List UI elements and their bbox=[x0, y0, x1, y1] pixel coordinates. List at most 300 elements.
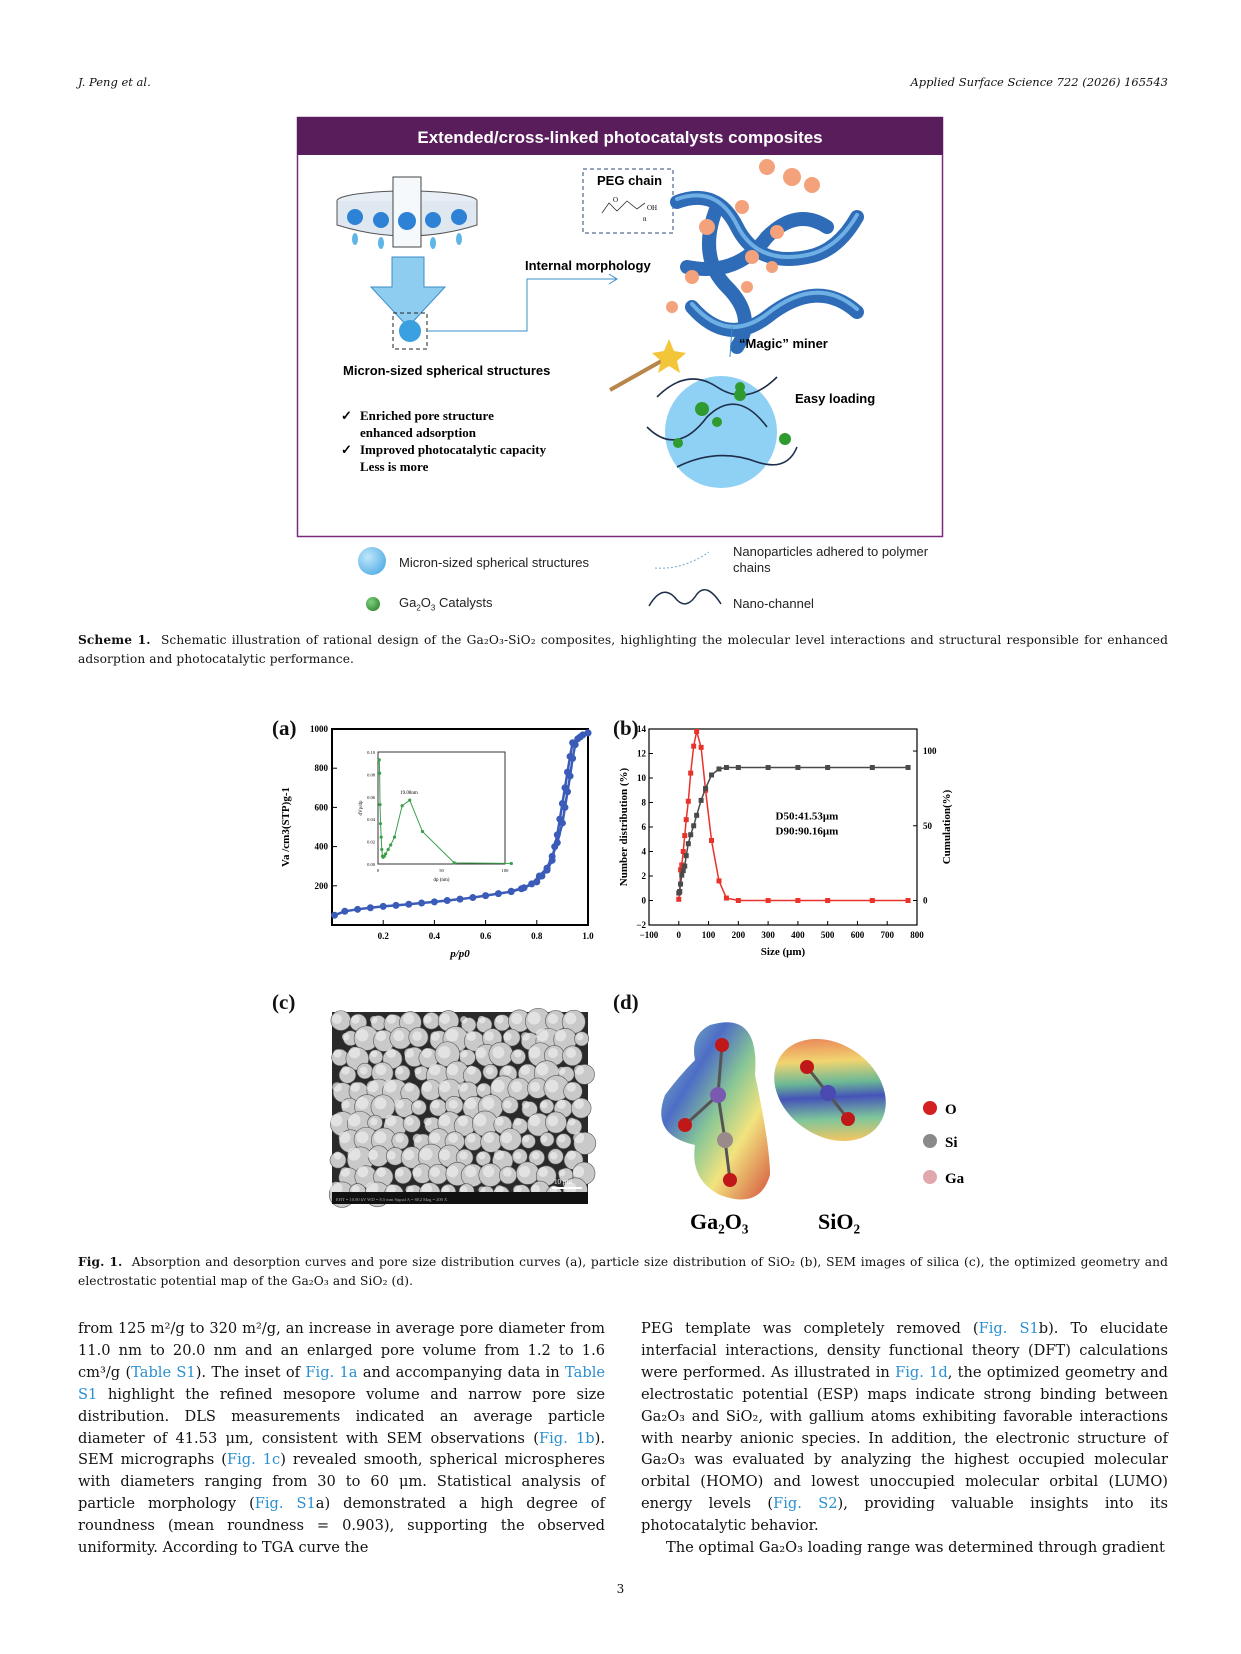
inset-point bbox=[378, 803, 381, 806]
body-text: ). SEM micrographs ( bbox=[78, 1429, 605, 1469]
sem-particle-highlight bbox=[342, 1033, 349, 1040]
sem-footer: EHT = 10.00 kV WD = 8.5 mm Signal A = SE2 Mag = 200 X bbox=[336, 1197, 448, 1202]
sem-particle-highlight bbox=[386, 1014, 395, 1023]
cross-reference-link[interactable]: Fig. S2 bbox=[773, 1495, 838, 1513]
sem-particle-highlight bbox=[528, 1046, 540, 1058]
sem-image bbox=[332, 1012, 588, 1204]
series-point-right bbox=[684, 853, 689, 858]
inset-point bbox=[408, 799, 411, 802]
inset-point bbox=[379, 822, 382, 825]
body-text: a) demonstrated a high degree of roundness (mean roundness = 0.903), supporting the observed uniformity. According to TGA curve the bbox=[78, 1495, 605, 1557]
sem-particle-highlight bbox=[395, 1134, 403, 1142]
svg-text:Ga: Ga bbox=[945, 1171, 965, 1187]
series-point-right bbox=[678, 882, 683, 887]
x-tick-label: 700 bbox=[880, 930, 894, 940]
sem-particle-highlight bbox=[492, 1046, 504, 1058]
sem-particle-highlight bbox=[540, 1135, 547, 1142]
inset-point bbox=[421, 830, 424, 833]
sem-particle-highlight bbox=[503, 1168, 512, 1177]
body-text: ) revealed smooth, spherical microspheres with diameters ranging from 30 to 60 μm. Statistical analysis of particle morphology ( bbox=[78, 1451, 606, 1513]
ga2o3-label: Ga₂O₃ bbox=[690, 1209, 749, 1234]
body-text: from 125 m²/g to 320 m²/g, an increase in average pore diameter from 11.0 nm to 20.0 nm and an enlarged pore volume from 1.2 to 1.6 cm³/g ( bbox=[78, 1320, 605, 1381]
sem-particle-highlight bbox=[503, 1100, 511, 1108]
sem-particle-highlight bbox=[573, 1166, 584, 1177]
sem-particle-highlight bbox=[483, 1166, 495, 1178]
sem-particle-highlight bbox=[446, 1029, 459, 1042]
sem-particle-highlight bbox=[522, 1101, 530, 1109]
desorption-point bbox=[567, 753, 574, 760]
sem-particle-highlight bbox=[529, 1115, 540, 1126]
sem-particle-highlight bbox=[568, 1118, 576, 1126]
adsorption-point bbox=[354, 906, 361, 913]
sem-particle-highlight bbox=[522, 1135, 529, 1142]
sem-particle-highlight bbox=[403, 1013, 414, 1024]
adsorption-point bbox=[469, 894, 476, 901]
inset-point bbox=[378, 758, 381, 761]
y-tick-label: 8 bbox=[641, 797, 646, 808]
sem-particle-highlight bbox=[566, 1150, 575, 1159]
desorption-point bbox=[564, 769, 571, 776]
x-tick-label: 400 bbox=[791, 930, 805, 940]
sem-particle-highlight bbox=[404, 1082, 414, 1092]
sem-particle-highlight bbox=[340, 1167, 350, 1177]
sem-particle-highlight bbox=[384, 1080, 397, 1093]
inset-point bbox=[401, 804, 404, 807]
y-tick-label: 600 bbox=[314, 802, 328, 813]
sem-particle-highlight bbox=[573, 1132, 584, 1143]
sem-particle-highlight bbox=[448, 1133, 458, 1143]
sem-particle-highlight bbox=[439, 1115, 451, 1127]
sem-particle-highlight bbox=[467, 1066, 476, 1075]
desorption-point bbox=[508, 888, 515, 895]
x-tick-label: −100 bbox=[639, 930, 659, 940]
x-tick-label: 500 bbox=[820, 930, 835, 940]
series-point-right bbox=[736, 765, 741, 770]
series-point-left bbox=[825, 898, 830, 903]
scheme-caption: Scheme 1. Schematic illustration of rational design of the Ga₂O₃-SiO₂ composites, highlighting the molecular level interactions and structural responsible for enhanced adsorption and photocatalytic performance. bbox=[78, 633, 1168, 666]
series-point-right bbox=[825, 765, 830, 770]
y-tick-label: 1000 bbox=[310, 724, 328, 734]
sem-particle-highlight bbox=[558, 1169, 565, 1176]
series-point-right bbox=[716, 766, 721, 771]
sem-particle-highlight bbox=[376, 1031, 387, 1042]
inset-x-tick-label: 50 bbox=[439, 868, 444, 873]
microsphere-icon bbox=[399, 320, 421, 342]
cross-reference-link[interactable]: Fig. 1a bbox=[305, 1363, 358, 1381]
series-point-left bbox=[736, 898, 741, 903]
sem-particle-highlight bbox=[350, 1082, 359, 1091]
sem-particle-highlight bbox=[412, 1031, 422, 1041]
legend-sphere-label: Micron-sized spherical structures bbox=[399, 555, 590, 570]
y-tick-label: 800 bbox=[314, 763, 328, 774]
series-point-right bbox=[694, 813, 699, 818]
esp-maps bbox=[650, 1015, 990, 1234]
body-column-right bbox=[641, 1318, 1168, 1559]
series-point-left bbox=[716, 878, 721, 883]
series-point-right bbox=[870, 765, 875, 770]
sem-particle-highlight bbox=[341, 1100, 349, 1108]
sem-particle-highlight bbox=[467, 1134, 476, 1143]
bullet-1-line1: Enriched pore structure bbox=[360, 408, 494, 423]
sem-particle-highlight bbox=[565, 1013, 577, 1025]
sem-particle-highlight bbox=[557, 1100, 566, 1109]
inset-y-tick-label: 0.06 bbox=[367, 794, 375, 800]
sem-particle-highlight bbox=[396, 1067, 404, 1075]
adsorption-point bbox=[457, 896, 464, 903]
sem-particle-highlight bbox=[465, 1166, 476, 1177]
sio2-label: SiO₂ bbox=[818, 1209, 861, 1234]
sem-particle-highlight bbox=[501, 1132, 512, 1143]
sem-particle-highlight bbox=[370, 1118, 378, 1126]
running-header-journal: Applied Surface Science 722 (2026) 165543 bbox=[910, 75, 1168, 89]
series-point-right bbox=[682, 864, 687, 869]
x-axis-label: p/p0 bbox=[450, 948, 470, 960]
desorption-point bbox=[549, 857, 556, 864]
legend-catalyst-label: $Ga_2O_3$ Catalysts bbox=[399, 595, 493, 613]
legend-catalyst-icon bbox=[366, 597, 380, 611]
sem-particle-highlight bbox=[558, 1135, 566, 1143]
series-point-left bbox=[906, 898, 911, 903]
sem-particle-highlight bbox=[503, 1032, 511, 1040]
x-axis-label: Size (μm) bbox=[760, 946, 806, 958]
sem-particle-highlight bbox=[514, 1118, 522, 1126]
x-tick-label: 200 bbox=[731, 930, 746, 940]
scheme-1 bbox=[297, 117, 943, 537]
sem-particle-highlight bbox=[484, 1133, 494, 1143]
sem-particle-highlight bbox=[348, 1114, 361, 1127]
sem-particle-highlight bbox=[511, 1013, 522, 1024]
desorption-point bbox=[533, 878, 540, 885]
series-point-left bbox=[694, 729, 699, 734]
micron-structures-label: Micron-sized spherical structures bbox=[343, 363, 551, 378]
series-point-right bbox=[703, 786, 708, 791]
atom-si-icon bbox=[923, 1134, 937, 1148]
sem-particle-highlight bbox=[532, 1152, 540, 1160]
series-point-right bbox=[709, 772, 714, 777]
magic-miner-label: “Magic” miner bbox=[739, 336, 828, 351]
adsorption-point bbox=[418, 900, 425, 907]
cross-reference-link[interactable]: Table S1 bbox=[78, 1363, 605, 1403]
series-point-right bbox=[677, 889, 682, 894]
sem-particle-highlight bbox=[394, 1099, 404, 1109]
panel-label-a: (a) bbox=[272, 716, 297, 740]
sem-particle-highlight bbox=[339, 1132, 351, 1144]
sem-particle-highlight bbox=[478, 1016, 486, 1024]
sem-particle-highlight bbox=[348, 1148, 361, 1161]
sem-particle-highlight bbox=[550, 1152, 558, 1160]
desorption-line bbox=[511, 733, 588, 891]
y-tick-label: 2 bbox=[641, 871, 646, 881]
series-point-left bbox=[676, 897, 681, 902]
sem-particle-highlight bbox=[558, 1067, 566, 1075]
sem-particle-highlight bbox=[374, 1131, 386, 1143]
adsorption-point bbox=[367, 904, 374, 911]
x-tick-label: 0 bbox=[676, 930, 682, 940]
panel-label-d: (d) bbox=[613, 990, 639, 1014]
sem-particle-highlight bbox=[520, 1065, 530, 1075]
legend-nanoparticles-label: Nanoparticles adhered to polymer chains bbox=[733, 544, 929, 575]
svg-text:Si: Si bbox=[945, 1135, 958, 1151]
sem-particle-highlight bbox=[536, 1063, 548, 1075]
inset-y-tick-label: 0.10 bbox=[367, 750, 375, 755]
y-tick-label: 200 bbox=[314, 880, 328, 891]
x-tick-label: 0.6 bbox=[479, 931, 492, 941]
sem-particle-highlight bbox=[376, 1167, 386, 1177]
series-point-left bbox=[691, 744, 696, 749]
cross-reference-link[interactable]: Fig. 1c bbox=[226, 1451, 281, 1469]
sem-particle-highlight bbox=[495, 1015, 503, 1023]
body-text: and accompanying data in bbox=[357, 1363, 566, 1381]
series-point-left bbox=[709, 838, 714, 843]
sem-particle-highlight bbox=[360, 1067, 368, 1075]
peg-chain-label: PEG chain bbox=[597, 173, 663, 188]
chart-b-size-distribution bbox=[620, 718, 960, 978]
body-text: b). To elucidate interfacial interactions, density functional theory (DFT) calculations were performed. As illustrated in bbox=[641, 1320, 1168, 1381]
sem-particle-highlight bbox=[482, 1097, 494, 1109]
inset-point bbox=[387, 848, 390, 851]
chart-a-isotherm bbox=[275, 718, 595, 978]
sem-particle-highlight bbox=[548, 1048, 558, 1058]
body-text: , the optimized geometry and electrostatic potential (ESP) maps indicate strong binding between Ga₂O₃ and SiO₂, with gallium atoms exhibiting favorable interactions with nearby anionic species. In addition, the electronic structure of Ga₂O₃ was evaluated by analyzing the highest occupied molecular orbital (HOMO) and lowest unoccupied molecular orbital (LUMO) energy levels ( bbox=[641, 1363, 1168, 1513]
sem-particle-highlight bbox=[438, 1046, 450, 1058]
sem-particle-highlight bbox=[439, 1149, 450, 1160]
series-point-right bbox=[686, 841, 691, 846]
inset-y-label: dVp/dp bbox=[359, 800, 364, 816]
inset-y-tick-label: 0.04 bbox=[367, 817, 375, 823]
panel-label-b: (b) bbox=[613, 716, 639, 740]
x-tick-label: 0.2 bbox=[377, 931, 389, 941]
running-header-authors: J. Peng et al. bbox=[78, 75, 151, 89]
inset-x-label: dp (nm) bbox=[433, 878, 450, 883]
sem-particle-highlight bbox=[403, 1149, 414, 1160]
desorption-point bbox=[554, 831, 561, 838]
inset-y-tick-label: 0.00 bbox=[367, 862, 375, 867]
y-tick-label: 6 bbox=[641, 822, 646, 832]
sem-particle-highlight bbox=[439, 1081, 451, 1093]
series-point-right bbox=[691, 823, 696, 828]
series-point-right bbox=[724, 765, 729, 770]
adsorption-point bbox=[393, 902, 400, 909]
series-point-left bbox=[766, 898, 771, 903]
sem-particle-highlight bbox=[385, 1115, 396, 1126]
x-tick-label: 0.8 bbox=[531, 931, 543, 941]
sem-particle-highlight bbox=[547, 1115, 558, 1126]
sem-particle-highlight bbox=[465, 1098, 476, 1109]
cross-reference-link[interactable]: Fig. S1 bbox=[978, 1320, 1039, 1337]
desorption-point bbox=[569, 739, 576, 746]
atom-o-icon bbox=[923, 1101, 937, 1115]
series-point-left bbox=[688, 771, 693, 776]
inset-point bbox=[380, 836, 383, 839]
y-right-tick-label: 100 bbox=[923, 746, 937, 757]
cross-reference-link[interactable]: Fig. S1 bbox=[254, 1495, 316, 1513]
inset-point bbox=[393, 836, 396, 839]
body-text: PEG template was completely removed ( bbox=[641, 1320, 979, 1337]
scheme-illustration bbox=[297, 117, 943, 537]
inset-frame bbox=[378, 752, 505, 864]
sem-particle-highlight bbox=[332, 1014, 342, 1024]
figure-caption: Fig. 1. Absorption and desorption curves and pore size distribution curves (a), particle size distribution of SiO₂ (b), SEM images of silica (c), the optimized geometry and electrostatic potential map of the Ga₂O₃ and SiO₂ (d). bbox=[78, 1255, 1168, 1288]
series-point-right bbox=[906, 765, 911, 770]
sem-particle-highlight bbox=[492, 1080, 505, 1093]
sem-particle-highlight bbox=[430, 1167, 440, 1177]
sem-particle-highlight bbox=[503, 1066, 512, 1075]
sem-particle-highlight bbox=[332, 1082, 342, 1092]
x-tick-label: 100 bbox=[701, 930, 716, 940]
sem-particle-highlight bbox=[414, 1101, 422, 1109]
body-text: highlight the refined mesopore volume and narrow pore size distribution. DLS measurements indicated an average particle diameter of 41.53 μm, consistent with SEM observations ( bbox=[78, 1385, 605, 1447]
ga2o3-esp-map bbox=[661, 1022, 770, 1199]
svg-text:n: n bbox=[643, 215, 647, 223]
sem-particle-highlight bbox=[356, 1131, 368, 1143]
adsorption-point bbox=[405, 901, 412, 908]
series-point-left bbox=[795, 898, 800, 903]
sem-particle-highlight bbox=[546, 1080, 559, 1093]
adsorption-point bbox=[380, 903, 387, 910]
series-point-right bbox=[699, 798, 704, 803]
sem-particle-highlight bbox=[484, 1031, 494, 1041]
y-right-axis-label: Cumulation(%) bbox=[941, 789, 953, 865]
body-text: ). The inset of bbox=[195, 1363, 306, 1381]
sem-particle-highlight bbox=[349, 1047, 360, 1058]
inset-point bbox=[510, 862, 513, 865]
sem-particle-highlight bbox=[422, 1082, 432, 1092]
bullet-2-line2: Less is more bbox=[360, 459, 429, 474]
sem-particle-highlight bbox=[536, 1029, 549, 1042]
y-tick-label: 400 bbox=[314, 841, 328, 852]
loaded-microsphere bbox=[665, 376, 777, 488]
easy-loading-label: Easy loading bbox=[795, 391, 876, 406]
desorption-point bbox=[561, 784, 568, 791]
sem-particle-highlight bbox=[429, 1132, 440, 1143]
sem-particle-highlight bbox=[514, 1152, 522, 1160]
series-point-left bbox=[684, 817, 689, 822]
adsorption-point bbox=[331, 912, 338, 919]
sem-particle-highlight bbox=[367, 1081, 379, 1093]
inset-y-tick-label: 0.02 bbox=[367, 839, 375, 845]
sem-particle-highlight bbox=[574, 1099, 584, 1109]
sem-particle-highlight bbox=[404, 1048, 414, 1058]
cross-reference-link[interactable]: Fig. 1b bbox=[538, 1429, 595, 1447]
y-tick-label: 4 bbox=[641, 846, 646, 857]
series-point-right bbox=[766, 765, 771, 770]
sem-particle-highlight bbox=[370, 1016, 377, 1023]
sem-particle-highlight bbox=[519, 1166, 530, 1177]
sem-particle-highlight bbox=[447, 1166, 459, 1178]
inset-point bbox=[378, 772, 381, 775]
sem-particle-highlight bbox=[341, 1066, 349, 1074]
inset-y-tick-label: 0.08 bbox=[367, 772, 375, 778]
sem-particle-highlight bbox=[459, 1151, 467, 1159]
sem-particle-highlight bbox=[430, 1031, 439, 1040]
adsorption-point bbox=[444, 897, 451, 904]
legend-sphere-icon bbox=[358, 547, 386, 575]
series-point-left bbox=[870, 898, 875, 903]
x-tick-label: 800 bbox=[910, 930, 924, 940]
atom-ga-icon bbox=[923, 1170, 937, 1184]
internal-morphology-label: Internal morphology bbox=[525, 258, 651, 273]
sem-particle-highlight bbox=[368, 1150, 378, 1160]
sem-particle-highlight bbox=[334, 1152, 342, 1160]
annotation: D90:90.16μm bbox=[775, 825, 839, 838]
y-axis-label: Number distribution (%) bbox=[618, 767, 630, 887]
sem-particle-highlight bbox=[495, 1117, 504, 1126]
sem-particle-highlight bbox=[458, 1082, 468, 1092]
y-tick-label: 12 bbox=[637, 748, 646, 759]
sem-particle-highlight bbox=[413, 1134, 422, 1143]
sem-particle-highlight bbox=[414, 1067, 421, 1074]
sem-particle-highlight bbox=[478, 1152, 485, 1159]
sem-particle-highlight bbox=[431, 1100, 440, 1109]
series-point-right bbox=[688, 832, 693, 837]
adsorption-point bbox=[431, 898, 438, 905]
adsorption-point bbox=[341, 908, 348, 915]
sem-particle-highlight bbox=[374, 1097, 386, 1109]
body-text: ), providing valuable insights into its photocatalytic behavior. bbox=[641, 1495, 1168, 1535]
sem-particle-highlight bbox=[429, 1064, 440, 1075]
x-tick-label: 300 bbox=[761, 930, 775, 940]
desorption-point bbox=[559, 800, 566, 807]
cross-reference-link[interactable]: Fig. 1d bbox=[895, 1363, 948, 1381]
sem-particle-highlight bbox=[567, 1083, 576, 1092]
sem-particle-highlight bbox=[540, 1101, 547, 1108]
inset-point bbox=[389, 843, 392, 846]
page-number: 3 bbox=[616, 1582, 625, 1596]
sem-particle-highlight bbox=[576, 1033, 583, 1040]
inset-point bbox=[384, 852, 387, 855]
desorption-point bbox=[538, 873, 545, 880]
sem-particle-highlight bbox=[478, 1084, 485, 1091]
x-tick-label: 600 bbox=[850, 930, 865, 940]
sem-particle-highlight bbox=[405, 1117, 414, 1126]
svg-text:O: O bbox=[945, 1102, 957, 1118]
sem-particle-highlight bbox=[386, 1048, 396, 1058]
inset-annotation: 19.08nm bbox=[400, 790, 418, 796]
sem-particle-highlight bbox=[511, 1081, 522, 1092]
sem-particle-highlight bbox=[423, 1015, 431, 1023]
legend-nanochannel-icon bbox=[647, 586, 723, 610]
sem-particle-highlight bbox=[474, 1114, 487, 1127]
bullet-2-line1: Improved photocatalytic capacity bbox=[360, 442, 547, 457]
desorption-point bbox=[551, 843, 558, 850]
scheme-legend bbox=[355, 544, 975, 614]
sem-particle-highlight bbox=[412, 1167, 422, 1177]
sem-particle-highlight bbox=[486, 1067, 493, 1074]
sem-particle-highlight bbox=[357, 1166, 368, 1177]
y-tick-label: 10 bbox=[637, 773, 646, 783]
series-point-left bbox=[724, 896, 729, 901]
inset-x-tick-label: 100 bbox=[501, 868, 509, 873]
adsorption-point bbox=[482, 892, 489, 899]
sem-particle-highlight bbox=[420, 1148, 433, 1161]
sem-particle-highlight bbox=[375, 1064, 386, 1075]
series-point-left bbox=[682, 833, 687, 838]
y-tick-label: −2 bbox=[636, 920, 646, 930]
sem-particle-highlight bbox=[351, 1015, 359, 1023]
cross-reference-link[interactable]: Table S1 bbox=[131, 1363, 196, 1381]
y-tick-label: 0 bbox=[641, 895, 646, 906]
inset-point bbox=[453, 861, 456, 864]
sem-particle-highlight bbox=[440, 1014, 450, 1024]
sem-particle-highlight bbox=[494, 1150, 504, 1160]
svg-text:OH: OH bbox=[647, 204, 658, 212]
y-right-tick-label: 50 bbox=[923, 820, 932, 831]
desorption-point bbox=[521, 884, 528, 891]
sem-particle-highlight bbox=[458, 1116, 469, 1127]
x-tick-label: 1.0 bbox=[582, 931, 594, 941]
sem-particle-highlight bbox=[555, 1030, 566, 1041]
sem-particle-highlight bbox=[330, 1114, 342, 1126]
